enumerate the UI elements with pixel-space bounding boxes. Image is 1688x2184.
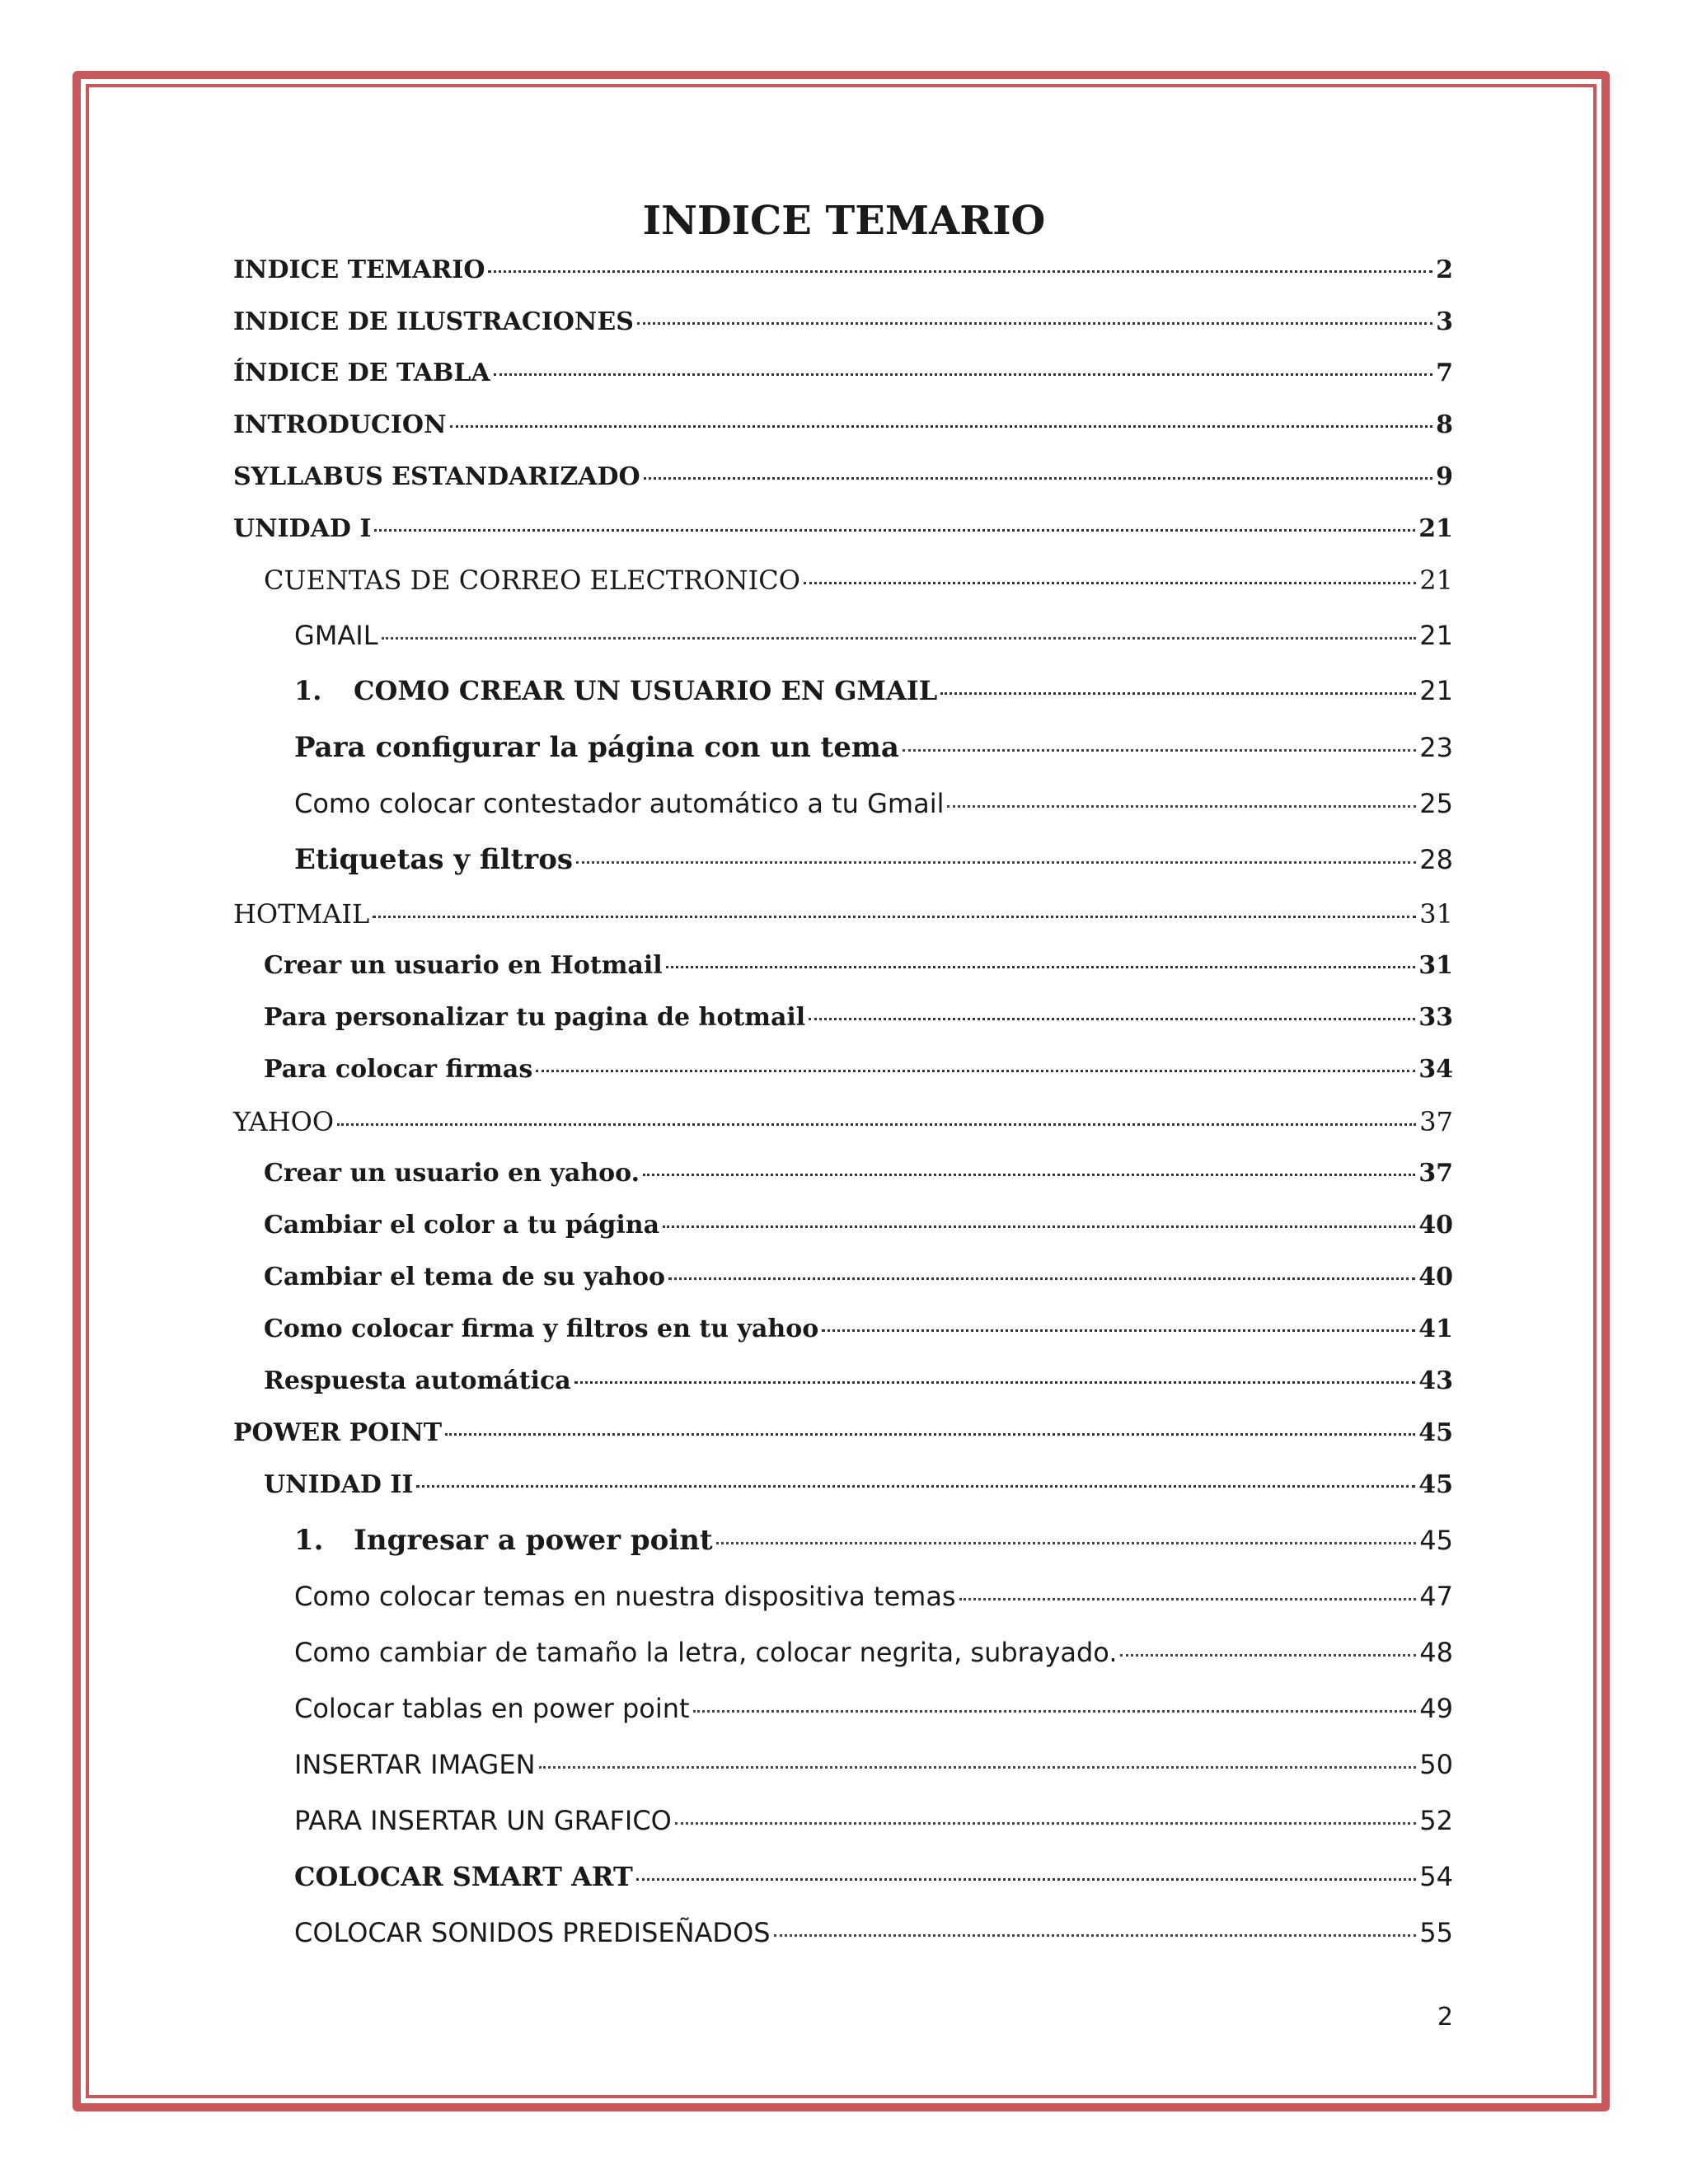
toc-leader-dots: [804, 582, 1416, 584]
toc-entry-label: CUENTAS DE CORREO ELECTRONICO: [264, 565, 800, 596]
toc-entry-label: INSERTAR IMAGEN: [294, 1749, 536, 1780]
toc-entry[interactable]: [294, 1914, 1453, 1952]
toc-entry-label: INDICE DE ILUSTRACIONES: [233, 307, 634, 336]
toc-entry-label: ÍNDICE DE TABLA: [233, 359, 490, 387]
toc-entry-page: 54: [1419, 1861, 1453, 1892]
toc-entry-page: 40: [1418, 1211, 1453, 1240]
toc-entry-label: Cambiar el color a tu página: [264, 1211, 660, 1240]
toc-entry-page: 9: [1436, 462, 1453, 491]
toc-entry-page: 3: [1436, 307, 1453, 336]
toc-leader-dots: [416, 1485, 1415, 1488]
toc-leader-dots: [663, 1226, 1415, 1228]
toc-entry-page: 21: [1418, 514, 1453, 543]
toc-entry[interactable]: [264, 947, 1453, 985]
toc-leader-dots: [643, 1174, 1415, 1176]
toc-entry-page: 52: [1419, 1805, 1453, 1836]
toc-leader-dots: [644, 477, 1432, 480]
toc-entry-page: 47: [1419, 1581, 1453, 1612]
toc-entry-label: COLOCAR SMART ART: [294, 1861, 633, 1892]
toc-entry-label: INTRODUCION: [233, 410, 447, 439]
toc-leader-dots: [822, 1329, 1415, 1332]
toc-entry-page: 50: [1419, 1749, 1453, 1780]
toc-entry-page: 45: [1418, 1418, 1453, 1447]
toc-entry[interactable]: [294, 616, 1453, 654]
toc-entry-number: 1.: [294, 675, 322, 706]
toc-entry[interactable]: [233, 354, 1453, 392]
toc-entry-label: Etiquetas y filtros: [294, 843, 574, 876]
toc-entry-page: 40: [1418, 1263, 1453, 1291]
toc-leader-dots: [959, 1598, 1417, 1601]
toc-leader-dots: [488, 270, 1432, 273]
toc-entry[interactable]: [294, 785, 1453, 823]
toc-entry-label: Respuesta automática: [264, 1366, 571, 1395]
toc-entry[interactable]: [233, 406, 1453, 444]
toc-entry[interactable]: [294, 1577, 1453, 1615]
toc-entry[interactable]: [294, 1521, 1453, 1559]
toc-entry-page: 43: [1418, 1366, 1453, 1395]
toc-entry-page: 49: [1419, 1693, 1453, 1724]
toc-leader-dots: [382, 637, 1417, 640]
toc-entry[interactable]: [294, 672, 1453, 710]
toc-entry-page: 21: [1419, 565, 1453, 596]
toc-entry-label: Para personalizar tu pagina de hotmail: [264, 1003, 806, 1032]
toc-entry-page: 28: [1419, 844, 1453, 875]
toc-leader-dots: [903, 749, 1416, 752]
toc-entry[interactable]: [294, 1746, 1453, 1783]
toc-entry-label: COMO CREAR UN USUARIO EN GMAIL: [354, 675, 938, 706]
toc-entry[interactable]: [294, 1802, 1453, 1840]
toc-entry-label: YAHOO: [233, 1106, 335, 1137]
toc-entry-page: 31: [1418, 951, 1453, 980]
toc-entry-label: UNIDAD II: [264, 1470, 414, 1499]
toc-entry-page: 37: [1418, 1159, 1453, 1188]
toc-leader-dots: [536, 1070, 1415, 1072]
toc-entry-page: 37: [1419, 1106, 1453, 1137]
toc-entry-label: POWER POINT: [233, 1418, 443, 1447]
toc-entry[interactable]: [233, 1103, 1453, 1141]
toc-leader-dots: [373, 916, 1416, 918]
toc-entry-label: COLOCAR SONIDOS PREDISEÑADOS: [294, 1917, 771, 1948]
toc-entry[interactable]: [294, 1858, 1453, 1896]
toc-entry-label: Como colocar temas en nuestra dispositiva temas: [294, 1581, 956, 1612]
toc-leader-dots: [693, 1710, 1417, 1713]
toc-entry-number: 1.: [294, 1524, 324, 1557]
toc-leader-dots: [668, 1277, 1415, 1280]
toc-entry-page: 31: [1419, 898, 1453, 930]
toc-entry[interactable]: [264, 999, 1453, 1037]
page-title: INDICE TEMARIO: [642, 198, 1046, 244]
toc-leader-dots: [539, 1766, 1417, 1769]
toc-leader-dots: [494, 373, 1432, 376]
toc-leader-dots: [716, 1542, 1417, 1544]
toc-leader-dots: [675, 1822, 1416, 1825]
toc-leader-dots: [774, 1934, 1417, 1937]
toc-entry[interactable]: [264, 1310, 1453, 1348]
toc-entry-label: Como cambiar de tamaño la letra, colocar negrita, subrayado.: [294, 1637, 1118, 1668]
toc-entry-page: 48: [1419, 1637, 1453, 1668]
toc-entry[interactable]: [233, 1414, 1453, 1452]
toc-entry-page: 33: [1418, 1003, 1453, 1032]
toc-entry[interactable]: [264, 1207, 1453, 1244]
toc-entry-page: 45: [1418, 1470, 1453, 1499]
toc-entry-label: Colocar tablas en power point: [294, 1693, 690, 1724]
toc-entry[interactable]: [233, 303, 1453, 341]
toc-entry-page: 25: [1419, 788, 1453, 819]
toc-entry[interactable]: [233, 458, 1453, 496]
toc-leader-dots: [445, 1433, 1415, 1436]
toc-leader-dots: [666, 966, 1416, 968]
toc-entry[interactable]: [264, 1466, 1453, 1504]
toc-entry-label: SYLLABUS ESTANDARIZADO: [233, 462, 640, 491]
toc-entry[interactable]: [264, 1258, 1453, 1296]
page-number: 2: [1437, 2003, 1453, 2032]
toc-leader-dots: [576, 861, 1416, 864]
toc-entry-page: 8: [1436, 410, 1453, 439]
toc-entry-label: Para colocar firmas: [264, 1055, 533, 1084]
toc-entry-label: UNIDAD I: [233, 514, 372, 543]
toc-entry[interactable]: [294, 841, 1453, 879]
toc-entry-label: Cambiar el tema de su yahoo: [264, 1263, 665, 1291]
toc-entry-label: Crear un usuario en Hotmail: [264, 951, 663, 980]
toc-entry-page: 41: [1418, 1315, 1453, 1343]
toc-entry-label: Crear un usuario en yahoo.: [264, 1159, 640, 1188]
toc-entry[interactable]: [264, 561, 1453, 599]
toc-entry-label: Ingresar a power point: [354, 1524, 713, 1557]
toc-entry-label: HOTMAIL: [233, 898, 370, 930]
toc-entry-page: 2: [1436, 255, 1453, 284]
toc-leader-dots: [940, 692, 1416, 695]
toc-entry-page: 55: [1419, 1917, 1453, 1948]
toc-entry[interactable]: [233, 510, 1453, 548]
toc-entry[interactable]: [264, 1155, 1453, 1193]
toc-entry-page: 34: [1418, 1055, 1453, 1084]
toc-entry-page: 7: [1436, 359, 1453, 387]
toc-entry[interactable]: [264, 1051, 1453, 1089]
toc-entry[interactable]: [294, 1690, 1453, 1727]
toc-leader-dots: [450, 425, 1433, 428]
toc-leader-dots: [574, 1381, 1416, 1384]
toc-leader-dots: [637, 322, 1432, 325]
toc-entry-label: GMAIL: [294, 620, 378, 651]
toc-entry-page: 23: [1419, 732, 1453, 763]
toc-leader-dots: [636, 1878, 1417, 1881]
toc-entry[interactable]: [264, 1362, 1453, 1400]
toc-leader-dots: [1120, 1654, 1416, 1657]
toc-leader-dots: [809, 1018, 1415, 1020]
toc-entry-page: 21: [1419, 620, 1453, 651]
toc-leader-dots: [337, 1123, 1416, 1126]
toc-entry-page: 45: [1419, 1525, 1453, 1556]
toc-entry-page: 21: [1419, 675, 1453, 706]
toc-entry[interactable]: [294, 1633, 1453, 1671]
toc-entry-label: INDICE TEMARIO: [233, 255, 485, 284]
toc-entry-label: PARA INSERTAR UN GRAFICO: [294, 1805, 672, 1836]
toc-entry[interactable]: [233, 895, 1453, 933]
toc-entry-label: Para configurar la página con un tema: [294, 731, 899, 764]
toc-entry[interactable]: [294, 729, 1453, 766]
toc-entry-label: Como colocar contestador automático a tu Gmail: [294, 788, 945, 819]
toc-entry[interactable]: [233, 251, 1453, 289]
toc-leader-dots: [374, 529, 1415, 532]
toc-leader-dots: [947, 805, 1416, 808]
toc-entry-label: Como colocar firma y filtros en tu yahoo: [264, 1315, 819, 1343]
